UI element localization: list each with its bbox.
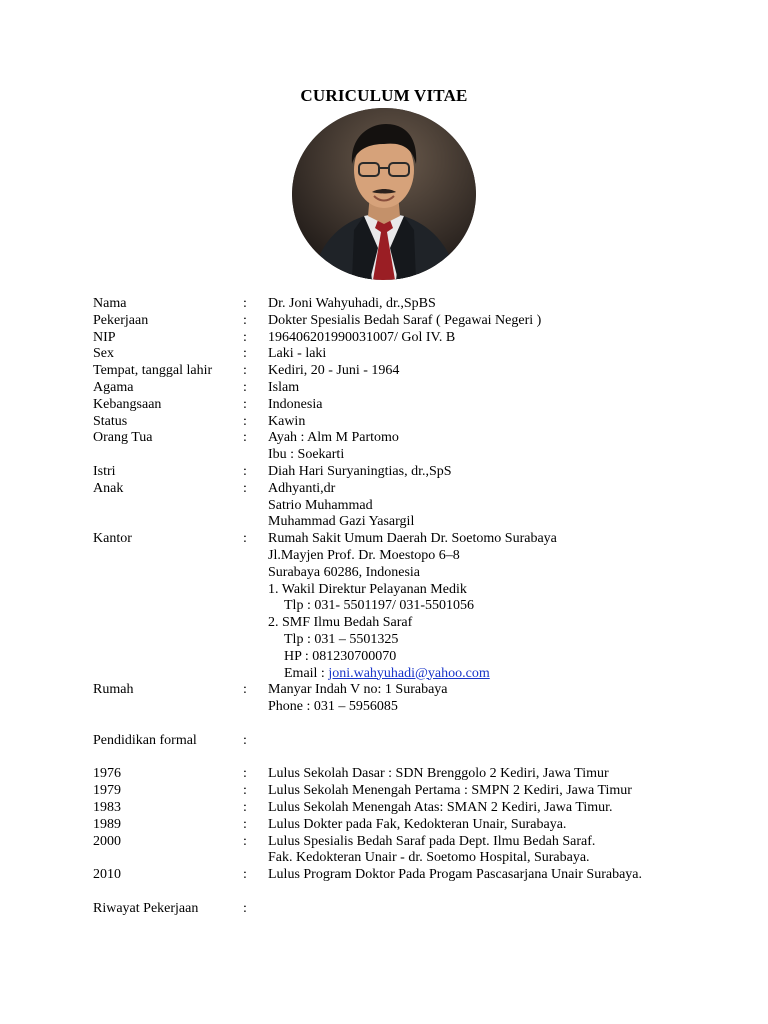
field-values — [268, 313, 733, 330]
field-separator: : — [243, 799, 247, 815]
cv-row-rumah — [93, 682, 733, 716]
education-row — [93, 800, 733, 817]
field-value: Fak. Kedokteran Unair - dr. Soetomo Hospital, Surabaya. — [268, 850, 590, 866]
field-values — [268, 783, 733, 800]
field-label: Pekerjaan — [93, 312, 149, 328]
email-label: Email : — [284, 665, 329, 681]
cv-row — [93, 363, 733, 380]
field-values — [268, 397, 733, 414]
field-value: Lulus Dokter pada Fak, Kedokteran Unair, Surabaya. — [268, 816, 567, 832]
field-separator: : — [243, 329, 247, 345]
cv-row — [93, 296, 733, 313]
field-value: Lulus Program Doktor Pada Progam Pascasarjana Unair Surabaya. — [268, 867, 643, 883]
field-label: Istri — [93, 463, 116, 479]
field-separator: : — [243, 413, 247, 429]
field-value: Indonesia — [268, 396, 323, 412]
field-separator: : — [243, 430, 247, 446]
section-heading-pendidikan — [93, 733, 733, 750]
office-role-1: 1. Wakil Direktur Pelayanan Medik — [268, 581, 467, 597]
field-separator: : — [243, 480, 247, 496]
education-row — [93, 783, 733, 800]
field-separator: : — [243, 766, 247, 782]
cv-row — [93, 397, 733, 414]
field-values — [268, 414, 733, 431]
portrait-image — [292, 108, 476, 280]
profile-section — [93, 296, 733, 531]
section-label: Riwayat Pekerjaan — [93, 900, 199, 916]
cv-row — [93, 414, 733, 431]
field-separator: : — [243, 363, 247, 379]
field-values — [268, 430, 733, 464]
field-value: Kawin — [268, 413, 306, 429]
field-label: 1976 — [93, 766, 121, 782]
field-separator: : — [243, 379, 247, 395]
field-separator: : — [243, 346, 247, 362]
cv-row — [93, 346, 733, 363]
field-label: Kebangsaan — [93, 396, 162, 412]
field-values — [268, 380, 733, 397]
field-label: 2000 — [93, 833, 121, 849]
field-values — [268, 817, 733, 834]
field-label: Tempat, tanggal lahir — [93, 363, 213, 379]
field-separator: : — [243, 396, 247, 412]
cv-row — [93, 330, 733, 347]
field-value: Lulus Sekolah Menengah Atas: SMAN 2 Kediri, Jawa Timur. — [268, 799, 613, 815]
office-city: Surabaya 60286, Indonesia — [268, 564, 421, 580]
field-separator: : — [243, 682, 247, 698]
field-values — [268, 766, 733, 783]
home-details — [268, 682, 733, 716]
office-phone-1: Tlp : 031- 5501197/ 031-5501056 — [284, 598, 475, 614]
field-value: Islam — [268, 379, 300, 395]
page-title: CURICULUM VITAE — [300, 86, 468, 105]
field-value: Diah Hari Suryaningtias, dr.,SpS — [268, 463, 452, 479]
education-row — [93, 867, 733, 884]
field-values — [268, 464, 733, 481]
cv-body — [93, 296, 733, 917]
field-value: Ibu : Soekarti — [268, 447, 345, 463]
field-label: Kantor — [93, 531, 132, 547]
field-values — [268, 481, 733, 531]
field-value: Ayah : Alm M Partomo — [268, 430, 399, 446]
office-street: Jl.Mayjen Prof. Dr. Moestopo 6–8 — [268, 547, 460, 563]
home-address: Manyar Indah V no: 1 Surabaya — [268, 682, 448, 698]
field-label: 1989 — [93, 816, 121, 832]
spacer — [93, 716, 733, 733]
field-value: Adhyanti,dr — [268, 480, 336, 496]
field-separator: : — [243, 463, 247, 479]
education-row — [93, 834, 733, 868]
office-name: Rumah Sakit Umum Daerah Dr. Soetomo Surabaya — [268, 531, 557, 547]
field-value: Muhammad Gazi Yasargil — [268, 514, 415, 530]
field-value: Lulus Sekolah Menengah Pertama : SMPN 2 Kediri, Jawa Timur — [268, 783, 632, 799]
education-list — [93, 766, 733, 884]
office-phone-2: Tlp : 031 – 5501325 — [284, 631, 399, 647]
field-value: Laki - laki — [268, 346, 327, 362]
field-label: 1983 — [93, 799, 121, 815]
field-value: Kediri, 20 - Juni - 1964 — [268, 363, 400, 379]
cv-row — [93, 481, 733, 531]
field-separator: : — [243, 867, 247, 883]
field-separator: : — [243, 900, 247, 916]
cv-row — [93, 464, 733, 481]
field-label: Agama — [93, 379, 134, 395]
field-value: Lulus Sekolah Dasar : SDN Brenggolo 2 Kediri, Jawa Timur — [268, 766, 609, 782]
field-label: Anak — [93, 480, 124, 496]
cv-row — [93, 430, 733, 464]
field-label: Sex — [93, 346, 114, 362]
field-separator: : — [243, 783, 247, 799]
email-link[interactable]: joni.wahyuhadi@yahoo.com — [328, 665, 490, 681]
field-value: Satrio Muhammad — [268, 497, 373, 513]
field-values — [268, 346, 733, 363]
field-value: Dokter Spesialis Bedah Saraf ( Pegawai Negeri ) — [268, 312, 542, 328]
field-label: Status — [93, 413, 128, 429]
field-separator: : — [243, 312, 247, 328]
field-values — [268, 867, 733, 884]
field-value: Lulus Spesialis Bedah Saraf pada Dept. Ilmu Bedah Saraf. — [268, 833, 596, 849]
spacer — [93, 750, 733, 767]
section-label: Pendidikan formal — [93, 732, 197, 748]
field-separator: : — [243, 296, 247, 311]
field-value: 196406201990031007/ Gol IV. B — [268, 329, 456, 345]
field-label: Rumah — [93, 682, 134, 698]
field-label: Orang Tua — [93, 430, 153, 446]
home-phone: Phone : 031 – 5956085 — [268, 699, 398, 715]
office-mobile: HP : 081230700070 — [284, 648, 397, 664]
field-label: NIP — [93, 329, 116, 345]
field-label: 2010 — [93, 867, 121, 883]
profile-photo — [292, 108, 476, 280]
field-separator: : — [243, 732, 247, 748]
field-separator: : — [243, 531, 247, 547]
spacer — [93, 884, 733, 901]
education-row — [93, 766, 733, 783]
education-row — [93, 817, 733, 834]
cv-row — [93, 313, 733, 330]
field-separator: : — [243, 816, 247, 832]
field-value: Dr. Joni Wahyuhadi, dr.,SpBS — [268, 296, 436, 311]
field-values — [268, 363, 733, 380]
office-email-line — [268, 666, 733, 683]
field-values — [268, 330, 733, 347]
field-separator: : — [243, 833, 247, 849]
cv-row — [93, 380, 733, 397]
field-label: Nama — [93, 296, 127, 311]
field-values — [268, 800, 733, 817]
office-details — [268, 531, 733, 682]
office-role-2: 2. SMF Ilmu Bedah Saraf — [268, 615, 413, 631]
field-label: 1979 — [93, 783, 121, 799]
section-heading-riwayat — [93, 901, 733, 918]
field-values — [268, 296, 733, 313]
field-values — [268, 834, 733, 868]
cv-row-kantor — [93, 531, 733, 682]
